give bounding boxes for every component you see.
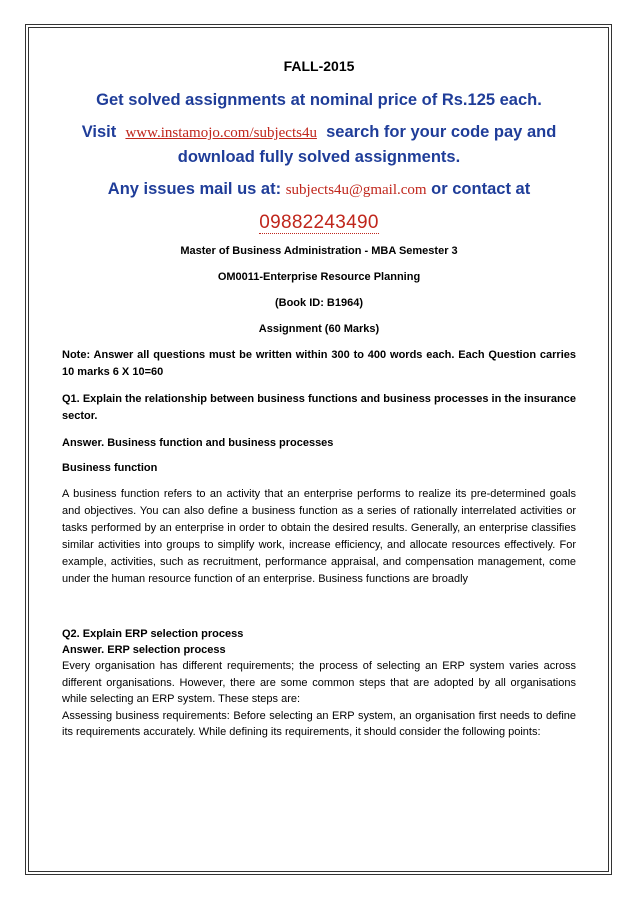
phone-line — [62, 212, 576, 234]
q2-answer-heading: Answer. ERP selection process — [62, 644, 226, 656]
q1-question: Q1. Explain the relationship between business functions and business processes in the insurance sector. — [62, 393, 576, 422]
promo-line: Get solved assignments at nominal price of Rs.125 each. — [96, 91, 542, 109]
note-paragraph: Note: Answer all questions must be written within 300 to 400 words each. Each Question carries 10 marks 6 X 10=60 — [62, 349, 576, 378]
q2-body-2: Assessing business requirements: Before selecting an ERP system, an organisation first needs to define its requirements accurately. While defining its requirements, it should consider the following points: — [62, 709, 576, 738]
q2-body-1: Every organisation has different requirements; the process of selecting an ERP system varies across different organisations. However, there are some common steps that are adopted by all organisations while selecting an ERP system. These steps are: — [62, 660, 576, 705]
visit-prefix: Visit — [81, 123, 117, 141]
program-title: Master of Business Administration - MBA Semester 3 — [180, 245, 458, 257]
q2-question: Q2. Explain ERP selection process — [62, 628, 244, 640]
q1-body: A business function refers to an activity that an enterprise performs to realize its pre-determined goals and objectives. You can also define a business function as a series of rationally interrelated activities or tasks performed by an enterprise in order to obtain the desired results. Generally, an enterprise classifies similar activities into groups to simplify work, increase efficiency, and allocate resources effectively. For example, activities, such as recruitment, performance appraisal, and compensation management, come under the human resource function of an enterprise. Business functions are broadly — [62, 488, 576, 585]
instamojo-link[interactable]: www.instamojo.com/subjects4u — [125, 125, 317, 141]
q1-subheading: Business function — [62, 462, 158, 474]
assignment-title: Assignment (60 Marks) — [258, 323, 380, 335]
mail-suffix: or contact at — [431, 180, 531, 198]
term-heading: FALL-2015 — [283, 58, 355, 74]
mail-prefix: Any issues mail us at: — [107, 180, 282, 198]
visit-line — [54, 120, 584, 169]
visit-suffix: search for your code pay and download fully solved assignments. — [177, 123, 557, 166]
mail-line — [62, 177, 576, 202]
phone-number: 09882243490 — [259, 212, 379, 233]
book-id: (Book ID: B1964) — [274, 297, 364, 309]
mail-address-link[interactable]: subjects4u@gmail.com — [285, 182, 427, 198]
document-body — [62, 58, 576, 741]
q1-answer-heading: Answer. Business function and business processes — [62, 437, 334, 449]
subject-title: OM0011-Enterprise Resource Planning — [217, 271, 421, 283]
